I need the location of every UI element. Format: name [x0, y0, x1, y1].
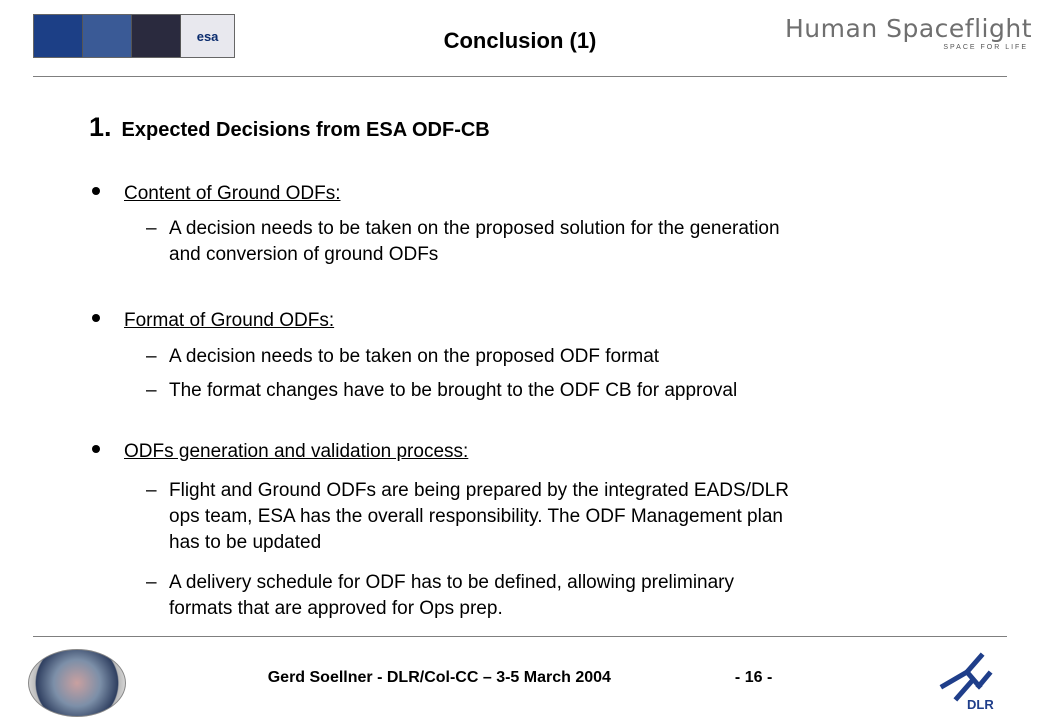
list-item: [146, 216, 976, 268]
list-item-line: A decision needs to be taken on the proposed solution for the generation: [169, 218, 780, 239]
list-item-line: Flight and Ground ODFs are being prepared by the integrated EADS/DLR: [169, 480, 789, 501]
list-item-line: The format changes have to be brought to the ODF CB for approval: [169, 380, 738, 401]
list-item-line: ops team, ESA has the overall responsibility. The ODF Management plan: [169, 506, 783, 527]
bullet-odfs-generation-validation: [92, 441, 468, 463]
dash-marker: –: [146, 346, 157, 367]
list-item-line: A decision needs to be taken on the proposed ODF format: [169, 346, 660, 367]
list-item: [146, 478, 976, 556]
section-number: 1.: [89, 112, 112, 142]
human-spaceflight-logo: [785, 14, 1032, 51]
dash-marker: –: [146, 572, 157, 593]
footer-author-date: Gerd Soellner - DLR/Col-CC – 3-5 March 2004: [267, 669, 611, 686]
dlr-logo-icon: [937, 652, 1007, 702]
section-heading: [89, 112, 490, 143]
list-item: [146, 344, 976, 370]
dlr-label: DLR: [967, 697, 994, 712]
list-item-line: formats that are approved for Ops prep.: [169, 598, 503, 619]
list-item: [146, 378, 976, 404]
dash-marker: –: [146, 218, 157, 239]
bullet-title: Format of Ground ODFs:: [124, 310, 335, 331]
bullet-dot-icon: [92, 314, 100, 322]
esa-logo: esa: [181, 15, 234, 57]
section-title: Expected Decisions from ESA ODF-CB: [121, 119, 490, 141]
dash-marker: –: [146, 480, 157, 501]
bullet-format-of-ground-odfs: [92, 310, 334, 332]
page-number: - 16 -: [734, 669, 773, 686]
list-item-line: has to be updated: [169, 532, 322, 553]
footer: [0, 669, 1040, 687]
bullet-content-of-ground-odfs: [92, 183, 341, 205]
bullet-title: Content of Ground ODFs:: [124, 183, 341, 204]
bullet-dot-icon: [92, 445, 100, 453]
page-title: Conclusion (1): [443, 28, 597, 53]
dash-marker: –: [146, 380, 157, 401]
header-divider: [33, 76, 1007, 77]
footer-divider: [33, 636, 1007, 637]
list-item: [146, 570, 976, 622]
brand-tagline: SPACE FOR LIFE: [943, 44, 1029, 51]
bullet-dot-icon: [92, 187, 100, 195]
list-item-line: and conversion of ground ODFs: [169, 244, 439, 265]
brand-name: Human Spaceflight: [785, 14, 1033, 43]
list-item-line: A delivery schedule for ODF has to be defined, allowing preliminary: [169, 572, 735, 593]
bullet-title: ODFs generation and validation process:: [124, 441, 469, 462]
